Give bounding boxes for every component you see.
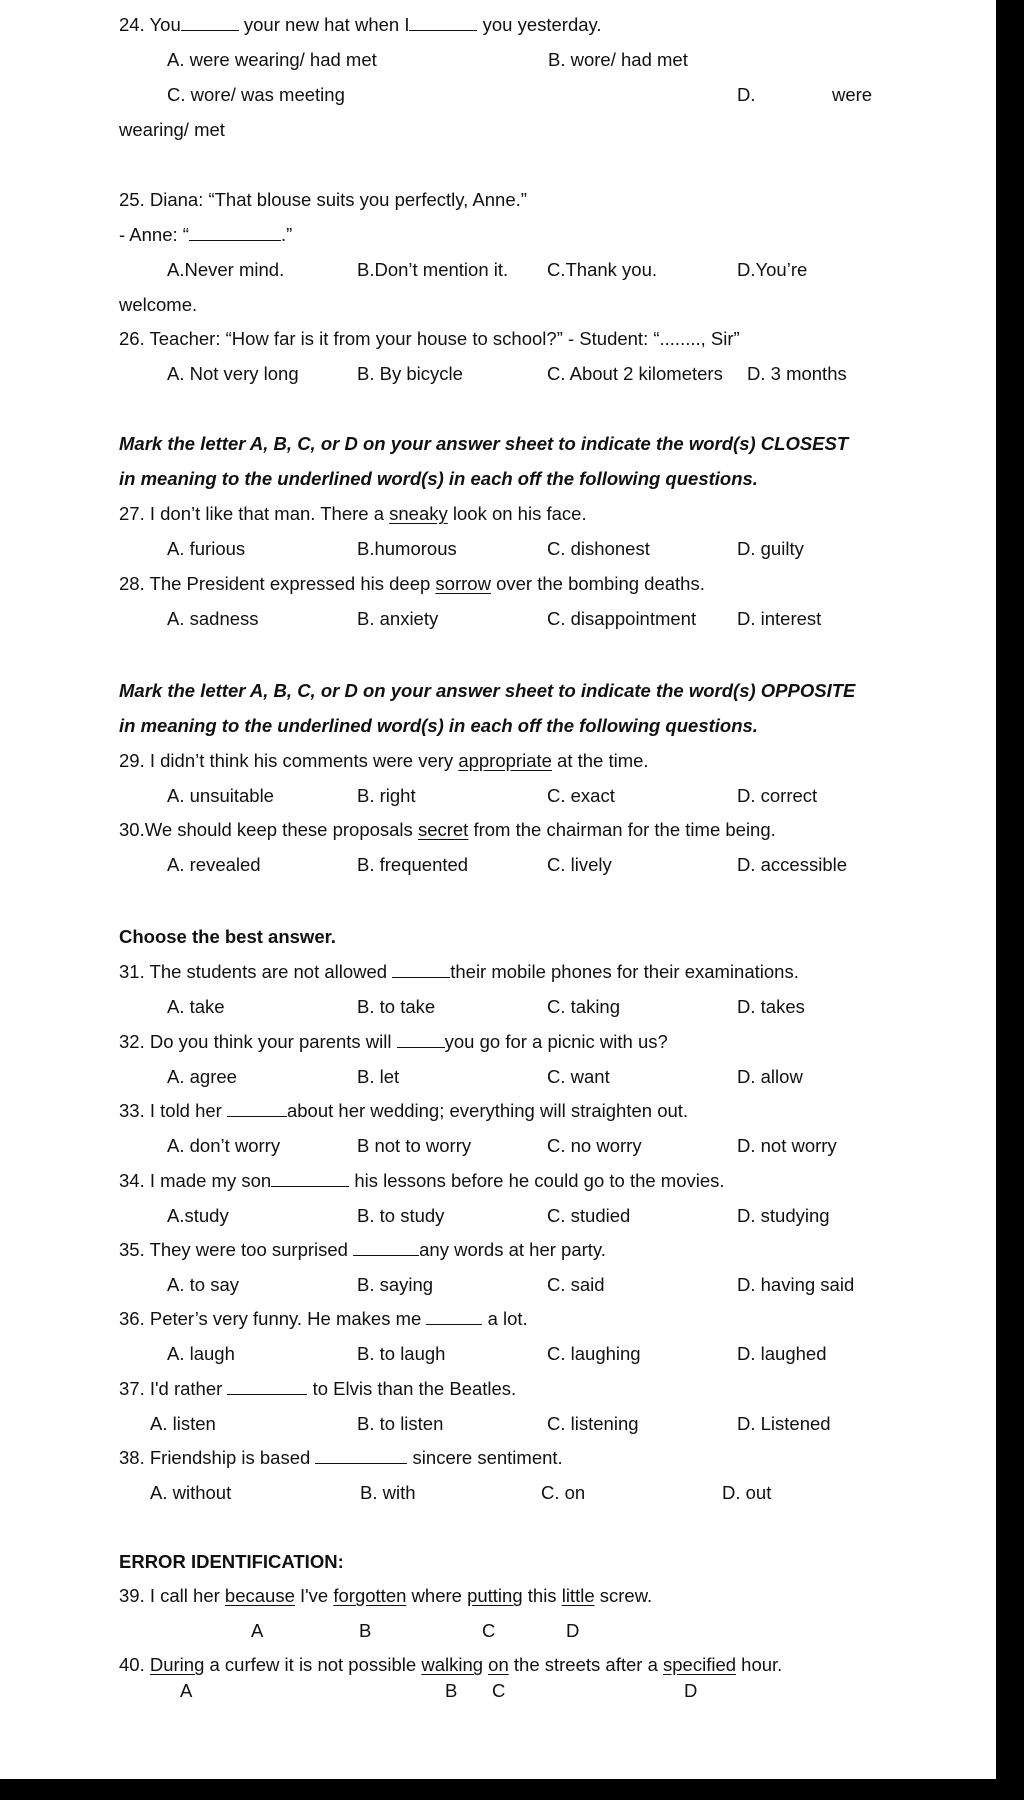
option-c: C. taking [547,996,621,1017]
section-header-closest-line2: in meaning to the underlined word(s) in each off the following questions. [119,468,758,489]
question-32: 32. Do you think your parents will you go for a picnic with us? [119,1031,668,1052]
option-d: D. interest [737,608,822,629]
option-c: C.Thank you. [547,259,658,280]
option-b: B. to study [357,1205,445,1226]
option-c: C. said [547,1274,605,1295]
option-c: C. lively [547,854,612,875]
label-a: A [180,1680,193,1701]
option-b: B.humorous [357,538,457,559]
section-header-error-identification: ERROR IDENTIFICATION: [119,1551,344,1572]
question-31: 31. The students are not allowed their mobile phones for their examinations. [119,961,799,982]
answer-blank [227,1100,287,1117]
question-35: 35. They were too surprised any words at her party. [119,1239,606,1260]
option-a: A. don’t worry [167,1135,281,1156]
option-a: A.study [167,1205,229,1226]
question-26: 26. Teacher: “How far is it from your house to school?” - Student: “........, Sir” [119,328,740,349]
option-d: D. allow [737,1066,803,1087]
answer-blank [397,1031,445,1048]
option-c: C. want [547,1066,610,1087]
option-c: C. About 2 kilometers [547,363,723,384]
option-a: A. to say [167,1274,239,1295]
option-c: C. dishonest [547,538,650,559]
underlined-part-d: specified [663,1654,737,1675]
option-c: C. wore/ was meeting [167,84,345,105]
underlined-part-b: walking [421,1654,484,1675]
option-d: D. [737,84,756,105]
option-b: B. let [357,1066,400,1087]
option-a: A. listen [150,1413,216,1434]
section-header-closest-line1: Mark the letter A, B, C, or D on your answer sheet to indicate the word(s) CLOSEST [119,433,849,454]
label-d: D [684,1680,698,1701]
option-c: C. on [541,1482,586,1503]
option-c: C. listening [547,1413,639,1434]
answer-blank [181,14,239,31]
underlined-word: sneaky [389,503,448,524]
question-36: 36. Peter’s very funny. He makes me a lot. [119,1308,528,1329]
answer-blank [426,1308,482,1325]
option-b: B. By bicycle [357,363,463,384]
question-24: 24. You your new hat when I you yesterday. [119,14,602,35]
option-a: A. unsuitable [167,785,274,806]
option-d: D. Listened [737,1413,831,1434]
option-a: A. revealed [167,854,261,875]
option-d-text: were [832,84,873,105]
question-39: 39. I call her because I've forgotten where putting this little screw. [119,1585,653,1606]
section-header-opposite-line1: Mark the letter A, B, C, or D on your answer sheet to indicate the word(s) OPPOSITE [119,680,856,701]
option-b: B. to laugh [357,1343,446,1364]
label-c: C [492,1680,506,1701]
option-b: B. anxiety [357,608,439,629]
option-b: B. to take [357,996,436,1017]
label-b: B [359,1620,372,1641]
option-a: A. without [150,1482,232,1503]
question-27: 27. I don’t like that man. There a sneaky look on his face. [119,503,587,524]
option-d: D. correct [737,785,818,806]
option-c: C. exact [547,785,615,806]
question-37: 37. I'd rather to Elvis than the Beatles. [119,1378,517,1399]
option-b: B. wore/ had met [548,49,688,70]
option-c: C. disappointment [547,608,697,629]
option-d: D. accessible [737,854,848,875]
section-header-best-answer: Choose the best answer. [119,926,336,947]
question-40: 40. During a curfew it is not possible walking on the streets after a specified hour. [119,1654,783,1675]
underlined-part-d: little [561,1585,595,1606]
option-d-text-cont: wearing/ met [119,119,225,140]
option-d: D. 3 months [747,363,847,384]
underlined-part-c: putting [467,1585,523,1606]
underlined-part-c: on [488,1654,509,1675]
underlined-word: sorrow [435,573,491,594]
option-b: B. to listen [357,1413,444,1434]
underlined-part-a: because [224,1585,295,1606]
option-d: D.You’re [737,259,808,280]
option-a: A. furious [167,538,246,559]
answer-blank [392,961,450,978]
question-34: 34. I made my son his lessons before he could go to the movies. [119,1170,725,1191]
option-b: B not to worry [357,1135,472,1156]
answer-blank [315,1447,407,1464]
underlined-part-b: forgotten [333,1585,407,1606]
option-d: D. studying [737,1205,830,1226]
question-25: 25. Diana: “That blouse suits you perfectly, Anne.” [119,189,527,210]
label-d: D [566,1620,580,1641]
underlined-word: secret [417,819,469,840]
option-d: D. laughed [737,1343,827,1364]
option-a: A. laugh [167,1343,235,1364]
option-c: C. laughing [547,1343,641,1364]
answer-blank [271,1170,349,1187]
option-a: A. take [167,996,225,1017]
answer-blank [189,224,281,241]
label-a: A [251,1620,264,1641]
option-d: D. not worry [737,1135,837,1156]
label-c: C [482,1620,496,1641]
question-30: 30.We should keep these proposals secret from the chairman for the time being. [119,819,776,840]
question-29: 29. I didn’t think his comments were very appropriate at the time. [119,750,649,771]
option-a: A. sadness [167,608,259,629]
section-header-opposite-line2: in meaning to the underlined word(s) in each off the following questions. [119,715,758,736]
option-d: D. takes [737,996,805,1017]
option-c: C. no worry [547,1135,642,1156]
question-25-reply: - Anne: “ .” [119,224,293,245]
option-b: B. saying [357,1274,434,1295]
option-a: A. agree [167,1066,237,1087]
answer-blank [353,1239,419,1256]
option-b: B. right [357,785,416,806]
question-38: 38. Friendship is based sincere sentiment. [119,1447,563,1468]
option-c: C. studied [547,1205,631,1226]
label-b: B [445,1680,458,1701]
option-b: B. with [360,1482,416,1503]
option-a: A. were wearing/ had met [167,49,377,70]
option-a: A.Never mind. [167,259,285,280]
option-d: D. having said [737,1274,855,1295]
underlined-part-a: During [149,1654,205,1675]
option-b: B. frequented [357,854,469,875]
question-28: 28. The President expressed his deep sorrow over the bombing deaths. [119,573,705,594]
option-d: D. out [722,1482,772,1503]
option-a: A. Not very long [167,363,299,384]
question-24-text: 24. You [119,14,181,35]
answer-blank [227,1378,307,1395]
option-d-cont: welcome. [119,294,198,315]
option-b: B.Don’t mention it. [357,259,509,280]
underlined-word: appropriate [458,750,552,771]
question-33: 33. I told her about her wedding; everything will straighten out. [119,1100,689,1121]
option-d: D. guilty [737,538,804,559]
answer-blank [409,14,477,31]
